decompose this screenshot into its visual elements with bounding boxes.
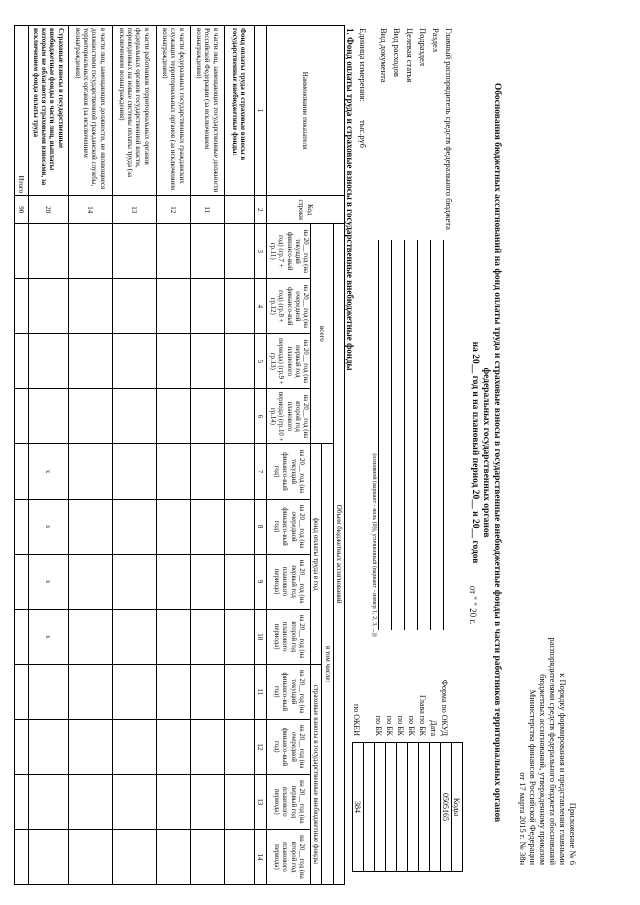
header-period: на 20__ год (на очередной финансо-вый год) — [266, 499, 310, 554]
appendix-note — [518, 560, 578, 865]
field-line-manager[interactable] — [443, 240, 454, 630]
header-period: на 20__ год (на текущий финансо-вый год) — [266, 664, 310, 719]
header-period: на 20__ год (на первый год планового периода) — [266, 774, 310, 829]
value-cell[interactable] — [190, 444, 224, 499]
header-period: на 20__ год (на первый год планового периода) (гр.9 + гр.13) — [266, 334, 310, 389]
codes-box — [352, 742, 463, 872]
column-index: 1 — [254, 26, 266, 196]
header-indicator-name: Наименование показателя — [266, 26, 344, 196]
value-cell[interactable] — [14, 499, 28, 554]
value-cell[interactable] — [68, 499, 112, 554]
value-cell[interactable] — [112, 499, 156, 554]
not-applicable-mark: x — [28, 499, 68, 554]
value-cell[interactable] — [156, 389, 190, 444]
table-row — [28, 26, 68, 885]
value-cell[interactable] — [68, 334, 112, 389]
table-row — [68, 26, 112, 885]
table-row — [112, 26, 156, 885]
code-value — [419, 743, 430, 872]
header-period: на 20__ год (на второй год планового периода) (гр.10 + гр.14) — [266, 389, 310, 444]
value-cell[interactable] — [112, 444, 156, 499]
title-line-1: Обоснования бюджетных ассигнований на фонд оплаты труда и страховые взносы в государственные внебюджетные фонды в части работников территориальных органов федеральных государственных органов — [481, 82, 502, 823]
row-name: Страховые взносы в государственные внебюджетные фонды в части лиц, выплаты которым не облагаются страховыми взносами, за исключением фонда оплаты труда — [28, 26, 68, 196]
row-name: Фонд оплаты труда и страховые взносы в государственные внебюджетные фонды: — [224, 26, 254, 196]
code-value — [375, 743, 386, 872]
code-label: по БК — [396, 715, 405, 736]
not-applicable-mark: x — [28, 609, 68, 664]
value-cell[interactable] — [224, 554, 254, 609]
header-period: на 20__ год (на текущий финансо-вый год) (гр.7 + гр.11) — [266, 224, 310, 279]
value-cell[interactable] — [224, 279, 254, 334]
column-index: 11 — [254, 664, 266, 719]
date-line: от " " 20 г. — [468, 585, 478, 625]
header-period: на 20__ год (на текущий финансо-вый год) — [266, 444, 310, 499]
value-cell[interactable] — [156, 774, 190, 829]
value-cell[interactable] — [28, 664, 68, 719]
table-row — [224, 26, 254, 885]
value-cell[interactable] — [112, 279, 156, 334]
value-cell[interactable] — [14, 279, 28, 334]
header-insurance: страховые взносы в государственные внебюджетные фонды — [311, 664, 322, 884]
value-cell[interactable] — [190, 774, 224, 829]
title-line-2: на 20__ год и на плановый период 20__ и 20__ годов — [470, 341, 480, 564]
field-label-doc-type: Вид документа — [379, 28, 389, 83]
row-code: 13 — [112, 196, 156, 224]
value-cell[interactable] — [14, 664, 28, 719]
value-cell[interactable] — [156, 444, 190, 499]
value-cell[interactable] — [112, 334, 156, 389]
value-cell[interactable] — [156, 829, 190, 884]
column-index: 5 — [254, 334, 266, 389]
appendix-line: бюджетных ассигнований, утвержденному приказом — [538, 674, 548, 865]
column-index: 2 — [254, 196, 266, 224]
value-cell[interactable] — [68, 609, 112, 664]
code-label: по БК — [385, 715, 394, 736]
row-name: в части лиц, замещающих государственные должности Российской Федерации (за исключением вознаграждения) — [190, 26, 224, 196]
value-cell[interactable] — [112, 664, 156, 719]
field-label-section: Раздел — [431, 28, 441, 53]
value-cell[interactable] — [28, 829, 68, 884]
appendix-line: Приложение № 6 — [568, 802, 578, 865]
value-cell[interactable] — [156, 279, 190, 334]
header-row-code: Код строки — [266, 196, 344, 224]
column-index: 10 — [254, 609, 266, 664]
total-code: 90 — [14, 196, 28, 224]
value-cell[interactable] — [156, 609, 190, 664]
field-line-target[interactable] — [404, 240, 415, 630]
value-cell[interactable] — [14, 719, 28, 774]
column-index: 4 — [254, 279, 266, 334]
value-cell[interactable] — [112, 224, 156, 279]
value-cell[interactable] — [156, 719, 190, 774]
value-cell[interactable] — [14, 444, 28, 499]
table-row — [156, 26, 190, 885]
value-cell[interactable] — [28, 334, 68, 389]
value-cell[interactable] — [112, 609, 156, 664]
value-cell[interactable] — [68, 774, 112, 829]
header-period: на 20__ год (на очередной финансо-вый год) — [266, 719, 310, 774]
header-period: на 20__ год (на второй год планового периода) — [266, 829, 310, 884]
value-cell[interactable] — [224, 334, 254, 389]
value-cell[interactable] — [190, 719, 224, 774]
value-cell[interactable] — [68, 444, 112, 499]
column-index-row — [254, 26, 266, 885]
value-cell[interactable] — [224, 224, 254, 279]
value-cell[interactable] — [190, 499, 224, 554]
row-code: 14 — [68, 196, 112, 224]
value-cell[interactable] — [68, 554, 112, 609]
row-name: в части лиц, замещающих должности, не являющиеся должностями государственной гражданской службы, территориальных органов (за исключением вознаграждения) — [68, 26, 112, 196]
value-cell[interactable] — [14, 224, 28, 279]
doc-type-caption: (основной (вариант - ноль (0)), уточненный (вариант - номер 1, 2, 3, ...)) — [371, 453, 377, 637]
codes-header: Коды — [452, 743, 463, 872]
code-label: Форма по ОКУД — [440, 679, 449, 736]
value-cell[interactable] — [14, 554, 28, 609]
value-cell[interactable] — [68, 389, 112, 444]
value-cell[interactable] — [224, 444, 254, 499]
value-cell[interactable] — [224, 774, 254, 829]
code-value: 0505165 — [441, 743, 452, 872]
appendix-line: к Порядку формирования и представления главными — [558, 673, 568, 865]
value-cell[interactable] — [112, 829, 156, 884]
value-cell[interactable] — [68, 829, 112, 884]
column-index: 3 — [254, 224, 266, 279]
value-cell[interactable] — [224, 664, 254, 719]
value-cell[interactable] — [14, 609, 28, 664]
row-code: 20 — [28, 196, 68, 224]
code-label: по БК — [407, 715, 416, 736]
code-value — [364, 743, 375, 872]
value-cell[interactable] — [190, 334, 224, 389]
column-index: 12 — [254, 719, 266, 774]
value-cell[interactable] — [224, 499, 254, 554]
not-applicable-mark: x — [28, 444, 68, 499]
code-label: Дата — [429, 720, 438, 736]
field-label-subsection: Подраздел — [418, 28, 428, 67]
table-row — [190, 26, 224, 885]
value-cell[interactable] — [156, 554, 190, 609]
value-cell[interactable] — [14, 829, 28, 884]
value-cell[interactable] — [68, 279, 112, 334]
value-cell[interactable] — [224, 719, 254, 774]
field-label-expense: Вид расходов — [392, 28, 402, 77]
unit-label: Единица измерения: — [358, 28, 368, 102]
code-label: Глава по БК — [418, 695, 427, 736]
value-cell[interactable] — [14, 389, 28, 444]
value-cell[interactable] — [190, 279, 224, 334]
column-index: 6 — [254, 389, 266, 444]
value-cell[interactable] — [28, 224, 68, 279]
value-cell[interactable] — [190, 224, 224, 279]
code-value — [430, 743, 441, 872]
row-name: в части федеральных государственных гражданских служащих территориальных органов (за исключением вознаграждения) — [156, 26, 190, 196]
code-value — [386, 743, 397, 872]
header-period: на 20__ год (на второй год планового периода) — [266, 609, 310, 664]
value-cell[interactable] — [14, 334, 28, 389]
field-line-doc-type[interactable] — [378, 240, 389, 630]
row-code — [224, 196, 254, 224]
appendix-line: Министерства финансов Российской Федерации — [528, 689, 538, 865]
value-cell[interactable] — [190, 609, 224, 664]
value-cell[interactable] — [112, 554, 156, 609]
unit-value: тыс.руб — [358, 120, 368, 148]
code-label: по БК — [374, 715, 383, 736]
not-applicable-mark: x — [28, 554, 68, 609]
column-index: 14 — [254, 829, 266, 884]
value-cell[interactable] — [28, 774, 68, 829]
column-index: 7 — [254, 444, 266, 499]
header-period: на 20__ год (на первый год планового периода) — [266, 554, 310, 609]
column-index: 13 — [254, 774, 266, 829]
value-cell[interactable] — [68, 664, 112, 719]
value-cell[interactable] — [156, 499, 190, 554]
field-line-section[interactable] — [430, 240, 441, 630]
budget-table — [14, 25, 345, 885]
row-code: 11 — [190, 196, 224, 224]
value-cell[interactable] — [224, 829, 254, 884]
value-cell[interactable] — [68, 719, 112, 774]
code-value — [397, 743, 408, 872]
column-index: 9 — [254, 554, 266, 609]
field-label-manager: Главный распорядитель средств федерального бюджета — [444, 28, 454, 230]
section-title: 1. Фонд оплаты труда и страховые взносы в государственные внебюджетные фонды — [345, 28, 355, 371]
value-cell[interactable] — [190, 829, 224, 884]
total-label: Итого — [14, 26, 28, 196]
value-cell[interactable] — [156, 334, 190, 389]
code-value — [408, 743, 419, 872]
field-label-target: Целевая статья — [405, 28, 415, 83]
header-including: в том числе: — [322, 444, 333, 885]
appendix-line: распорядителями средств федерального бюджета обоснований — [548, 637, 558, 865]
value-cell[interactable] — [156, 224, 190, 279]
code-value: 384 — [353, 743, 364, 872]
value-cell[interactable] — [224, 389, 254, 444]
row-name: в части работников территориальных органов федеральных органов государственной власти, переведенных на новые системы оплаты труда (за исключением вознаграждения) — [112, 26, 156, 196]
document-title — [469, 80, 502, 825]
value-cell[interactable] — [112, 719, 156, 774]
field-line-expense[interactable] — [391, 240, 402, 630]
column-index: 8 — [254, 499, 266, 554]
value-cell[interactable] — [14, 774, 28, 829]
value-cell[interactable] — [112, 389, 156, 444]
value-cell[interactable] — [112, 774, 156, 829]
total-row — [14, 26, 28, 885]
value-cell[interactable] — [28, 719, 68, 774]
value-cell[interactable] — [28, 279, 68, 334]
header-period: на 20__ год (на очередной финансо-вый год) (гр.8 + гр.12) — [266, 279, 310, 334]
value-cell[interactable] — [224, 609, 254, 664]
value-cell[interactable] — [190, 664, 224, 719]
value-cell[interactable] — [156, 664, 190, 719]
header-volume: Объем бюджетных ассигнований — [333, 224, 344, 885]
header-total: всего — [311, 224, 334, 444]
value-cell[interactable] — [190, 389, 224, 444]
value-cell[interactable] — [28, 389, 68, 444]
value-cell[interactable] — [68, 224, 112, 279]
value-cell[interactable] — [190, 554, 224, 609]
header-fot: фонд оплаты труда в год — [311, 444, 322, 664]
row-code: 12 — [156, 196, 190, 224]
code-label: по ОКЕИ — [352, 703, 361, 736]
appendix-line: от 17 марта 2015 г. № 38н — [518, 772, 528, 865]
field-line-subsection[interactable] — [417, 240, 428, 630]
